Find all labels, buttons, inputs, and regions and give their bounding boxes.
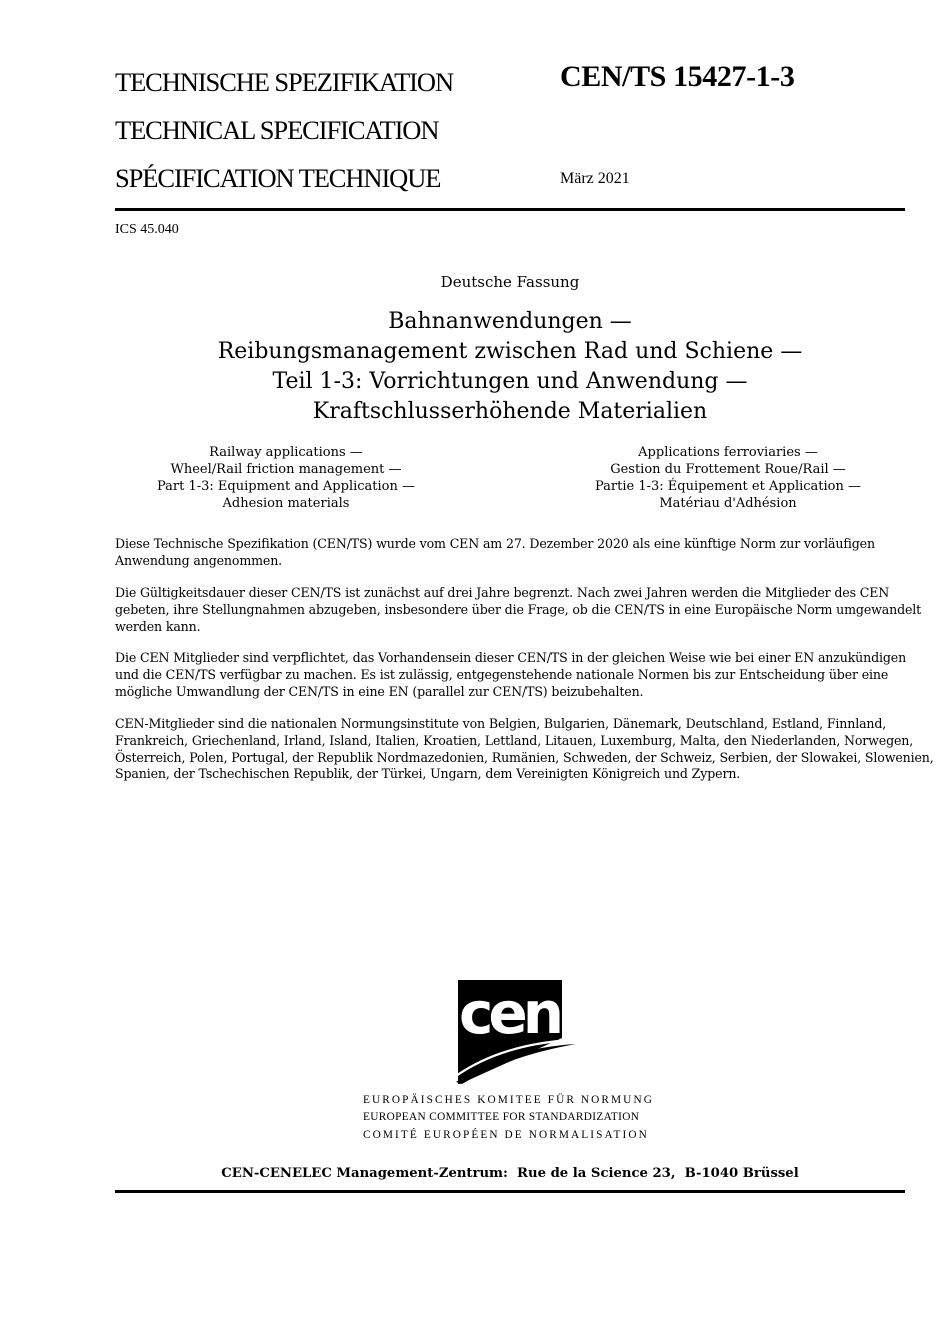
paragraph-line: gebeten, ihre Stellungnahmen abzugeben, insbesondere über die Frage, ob die CEN/TS in eine Europäische Norm umgewandelt xyxy=(115,601,922,617)
ics-code: ICS 45.040 xyxy=(115,222,179,237)
paragraph-members xyxy=(115,716,934,783)
footer-divider xyxy=(115,1190,905,1193)
title-line: Wheel/Rail friction management — xyxy=(170,462,402,477)
title-line: Bahnanwendungen — xyxy=(388,309,632,334)
committee-name-german: EUROPÄISCHES KOMITEE FÜR NORMUNG xyxy=(363,1094,654,1106)
title-line: Reibungsmanagement zwischen Rad und Schiene — xyxy=(217,339,803,364)
spec-type-english: TECHNICAL SPECIFICATION xyxy=(115,115,439,145)
paragraph-line: werden kann. xyxy=(115,618,201,634)
header-divider xyxy=(115,208,905,211)
paragraph-validity xyxy=(115,585,922,635)
title-line: Gestion du Frottement Roue/Rail — xyxy=(610,462,846,477)
title-line: Kraftschlusserhöhende Materialien xyxy=(312,399,708,424)
title-french xyxy=(578,444,878,512)
paragraph-line: mögliche Umwandlung der CEN/TS in eine EN (parallel zur CEN/TS) beizubehalten. xyxy=(115,683,644,699)
paragraph-line: CEN-Mitglieder sind die nationalen Normungsinstitute von Belgien, Bulgarien, Dänemark, Deutschland, Estland, Finnland, xyxy=(115,716,887,731)
title-line: Part 1-3: Equipment and Application — xyxy=(156,479,415,494)
title-line: Applications ferroviaries — xyxy=(638,445,818,460)
document-number: CEN/TS 15427-1-3 xyxy=(560,60,795,93)
footer-address: CEN-CENELEC Management-Zentrum: Rue de la Science 23, B-1040 Brüssel xyxy=(221,1166,799,1181)
title-line: Teil 1-3: Vorrichtungen und Anwendung — xyxy=(272,369,748,394)
paragraph-line: Die CEN Mitglieder sind verpflichtet, das Vorhandensein dieser CEN/TS in der gleichen Weise wie bei einer EN anzukündigen xyxy=(115,650,907,665)
paragraph-line: Frankreich, Griechenland, Irland, Island, Italien, Kroatien, Lettland, Litauen, Luxemburg, Malta, den Niederlanden, Norwegen, xyxy=(115,732,914,748)
committee-name-english: EUROPEAN COMMITTEE FOR STANDARDIZATION xyxy=(363,1111,640,1123)
spec-type-german: TECHNISCHE SPEZIFIKATION xyxy=(115,67,453,97)
title-line: Adhesion materials xyxy=(222,496,350,511)
title-line: Railway applications — xyxy=(209,445,363,460)
main-title-german xyxy=(110,307,910,427)
paragraph-adoption xyxy=(115,536,905,570)
paragraph-line: Österreich, Polen, Portugal, der Republik Nordmazedonien, Rumänien, Schweden, der Schweiz, Serbien, der Slowakei, Slowenien, xyxy=(115,749,934,765)
paragraph-line: Spanien, der Tschechischen Republik, der Türkei, Ungarn, dem Vereinigten Königreich und Zypern. xyxy=(115,766,741,782)
cen-logo-icon xyxy=(456,980,576,1085)
title-line: Matériau d'Adhésion xyxy=(659,496,797,511)
paragraph-line: und die CEN/TS verfügbar zu machen. Es ist zulässig, entgegenstehende nationale Normen bis zur Entscheidung über eine xyxy=(115,666,889,682)
title-line: Partie 1-3: Équipement et Application — xyxy=(594,479,862,494)
committee-name-french: COMITÉ EUROPÉEN DE NORMALISATION xyxy=(363,1129,649,1141)
paragraph-line: Diese Technische Spezifikation (CEN/TS) wurde vom CEN am 27. Dezember 2020 als eine künftige Norm zur vorläufigen xyxy=(115,536,875,551)
paragraph-obligations xyxy=(115,650,905,700)
paragraph-line: Anwendung angenommen. xyxy=(115,552,283,568)
paragraph-line: Die Gültigkeitsdauer dieser CEN/TS ist zunächst auf drei Jahre begrenzt. Nach zwei Jahren werden die Mitglieder des CEN xyxy=(115,585,890,600)
version-label: Deutsche Fassung xyxy=(440,273,580,291)
logo-text: cen xyxy=(458,980,560,1047)
publication-date: März 2021 xyxy=(560,170,630,187)
spec-type-french: SPÉCIFICATION TECHNIQUE xyxy=(115,163,441,193)
title-english xyxy=(136,444,436,512)
